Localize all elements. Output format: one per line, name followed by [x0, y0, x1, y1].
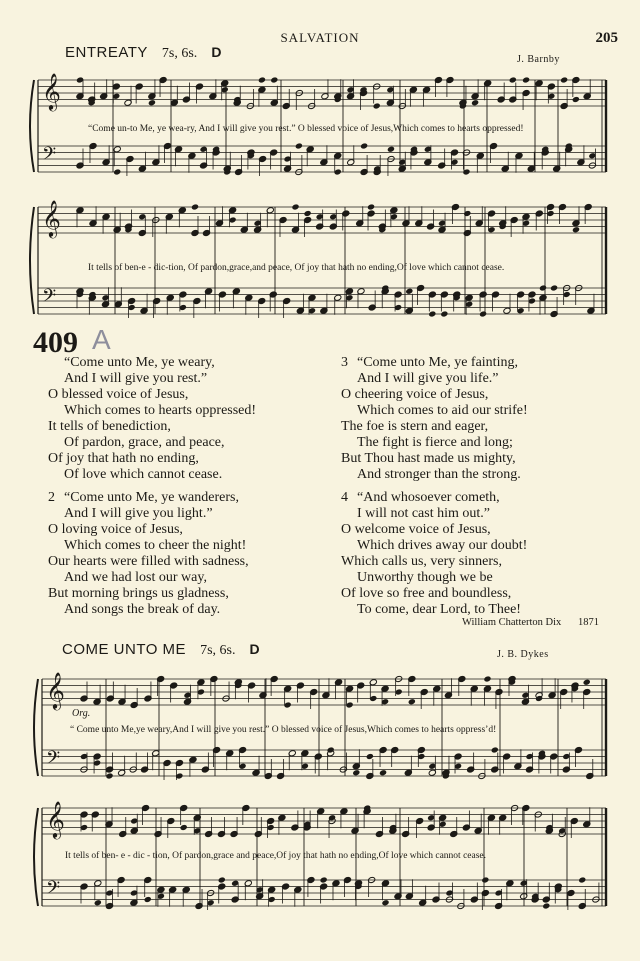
stanza-line: And songs the break of day. [64, 602, 221, 617]
stanza-number: 2 [48, 490, 55, 505]
tune1-lyric-line-1: “Come un-to Me, ye wea-ry, And I will give you rest.” O blessed voice of Jesus,Which comes to hearts oppressed! [88, 124, 524, 134]
stanza-line: Which comes to aid our strife! [357, 403, 528, 418]
tune2-system2-bass-note [144, 896, 152, 903]
tune2-system2-brace [34, 808, 38, 906]
tune1-composer: J. Barnby [517, 54, 560, 65]
author-name: William Chatterton Dix [462, 617, 562, 628]
tune1-system2-treble-note [572, 226, 580, 233]
stanza-line: And I will give you life.” [357, 371, 499, 386]
stanza-line: Which comes to hearts oppressed! [64, 403, 257, 418]
stanza-line: And we had lost our way, [64, 570, 207, 585]
tune2-system2-bass-note [578, 876, 586, 883]
tune2-header [62, 641, 260, 659]
tune1-system2-bass-note [479, 310, 487, 317]
stanza-2 [48, 490, 249, 618]
tune2-lyric-line-2: It tells of ben- e - dic - tion, Of pardon,grace and peace,Of joy that hath no ending,Of love which cannot cease. [65, 851, 487, 861]
stanza-number: 3 [341, 355, 348, 370]
stanza-line: “Come unto Me, ye fainting, [357, 355, 518, 370]
tune1-lyric-line-2: It tells of ben-e - dic-tion, Of pardon,grace,and peace, Of joy that hath no ending,Of love which cannot cease. [88, 263, 505, 273]
tune1-system2-treble-clef: 𝄞 [42, 199, 61, 237]
tune1-system2-brace [30, 207, 34, 314]
stanza-line: Which calls us, very sinners, [341, 554, 502, 569]
tune1-system2-treble-note [191, 203, 199, 210]
tune1-system2-bass-clef: 𝄢 [42, 286, 57, 311]
stanza-line: The foe is stern and eager, [341, 419, 489, 434]
tune1-system2-treble-note [291, 203, 299, 210]
tune2-system1-bass-note [379, 769, 387, 776]
tune1-system1-treble-note [148, 99, 156, 106]
handwritten-mark: A [92, 324, 111, 355]
tune2-system2-bass-clef: 𝄢 [46, 878, 61, 903]
tune1-system1-bass-note [360, 142, 368, 149]
tune1-system1-treble-note [373, 102, 381, 109]
tune1-system1-bass-note [387, 146, 395, 153]
tune2-key: D [249, 641, 260, 657]
tune2-system2-bass-note [381, 899, 389, 906]
tune1-system1-bass-note [295, 142, 303, 149]
stanza-line: Of love so free and boundless, [341, 586, 512, 601]
tune2-system2-bass-note [481, 876, 489, 883]
stanza-line: O welcome voice of Jesus, [341, 522, 491, 537]
tune1-system2-treble-note [463, 210, 471, 217]
tune1-system1-brace [30, 80, 34, 172]
stanza-line: O cheering voice of Jesus, [341, 387, 489, 402]
stanza-line: “And whosoever cometh, [357, 490, 500, 505]
stanza-line: And stronger than the strong. [357, 467, 521, 482]
tune2-system1-treble-clef: 𝄞 [46, 671, 65, 709]
stanza-line: But Thou hast made us mighty, [341, 451, 516, 466]
tune2-system2-bass-note [218, 876, 226, 883]
tune2-system2-treble-clef: 𝄞 [46, 800, 65, 838]
tune2-system1-bass-clef: 𝄢 [46, 748, 61, 773]
stanza-line: Of joy that hath no ending, [48, 451, 199, 466]
stanza-line: Of love which cannot cease. [64, 467, 223, 482]
tune1-name: ENTREATY [65, 44, 148, 61]
hymn-number: 409 [33, 326, 78, 359]
tune1-system1-treble-note [522, 76, 530, 83]
stanza-line: And I will give you light.” [64, 506, 213, 521]
stanza-line: “Come unto Me, ye wanderers, [64, 490, 239, 505]
stanza-line: The fight is fierce and long; [357, 435, 513, 450]
tune2-system1-bass-note [105, 772, 113, 779]
tune2-system1-brace [34, 679, 38, 776]
stanza-line: Of pardon, grace, and peace, [64, 435, 225, 450]
tune2-meter: 7s, 6s. [200, 643, 236, 658]
stanza-4 [341, 490, 527, 618]
tune1-key: D [211, 44, 222, 60]
stanza-line: Which drives away our doubt! [357, 538, 528, 553]
tune2-lyric-line-1: “ Come unto Me,ye weary,And I will give you rest.” O blessed voice of Jesus,Which comes to hearts oppress’d! [70, 725, 497, 735]
tune1-system2-bass-note [405, 288, 413, 295]
tune1-system1-treble-note [509, 76, 517, 83]
tune1-system2-treble-note [304, 210, 312, 217]
stanza-line: Our hearts were filled with sadness, [48, 554, 249, 569]
stanza-line: Which comes to cheer the night! [64, 538, 247, 553]
tune1-system1-treble-clef: 𝄞 [42, 72, 61, 110]
tune1-system1-bass-note [113, 168, 121, 175]
section-title: SALVATION [280, 30, 360, 45]
hymn-attribution [462, 617, 599, 628]
tune2-system1-treble-note [408, 698, 416, 705]
tune1-system1-treble-note [258, 76, 266, 83]
stanza-line: “Come unto Me, ye weary, [64, 355, 215, 370]
tune2-system1-treble-note [483, 675, 491, 682]
tune2-system2-treble-note [180, 824, 188, 831]
stanza-line: O blessed voice of Jesus, [48, 387, 189, 402]
tune2-composer: J. B. Dykes [497, 649, 549, 660]
tune1-system2-bass-note [539, 284, 547, 291]
organ-label: Org. [72, 708, 91, 719]
tune1-system1-treble-note [560, 76, 568, 83]
tune2-system1-bass-note [491, 746, 499, 753]
tune2-system2-bass-note [320, 876, 328, 883]
tune1-meter: 7s, 6s. [161, 46, 198, 61]
tune1-system1-bass-clef: 𝄢 [42, 144, 57, 169]
stanza-number: 4 [341, 490, 348, 505]
tune1-system2-bass-note [550, 284, 558, 291]
tune2-system2-bass-note [542, 902, 550, 909]
tune1-system1-treble-note [572, 96, 580, 103]
tune2-system1-treble-note [583, 679, 591, 686]
tune1-system1-treble-note [270, 76, 278, 83]
page-number: 205 [595, 30, 618, 46]
tune2-name: COME UNTO ME [62, 641, 187, 658]
stanza-line: O loving voice of Jesus, [48, 522, 183, 537]
stanza-line: Unworthy though we be [357, 570, 493, 585]
stanza-line: But morning brings us gladness, [48, 586, 229, 601]
stanza-line: And I will give you rest.” [64, 371, 208, 386]
stanza-1 [48, 355, 256, 483]
tune2-system1-bass-note [366, 753, 374, 760]
author-year: 1871 [577, 617, 599, 628]
stanza-line: I will not cast him out.” [357, 506, 490, 521]
tune2-system1-bass-note [352, 769, 360, 776]
stanza-line: It tells of benediction, [48, 419, 171, 434]
tune2-system2-bass-note [94, 899, 102, 906]
stanza-line: To come, dear Lord, to Thee! [357, 602, 521, 617]
tune1-system2-treble-note [367, 203, 375, 210]
stanza-3 [341, 355, 528, 483]
tune1-system2-bass-note [428, 310, 436, 317]
tune1-system2-bass-note [440, 310, 448, 317]
tune1-system1-treble-note [471, 99, 479, 106]
